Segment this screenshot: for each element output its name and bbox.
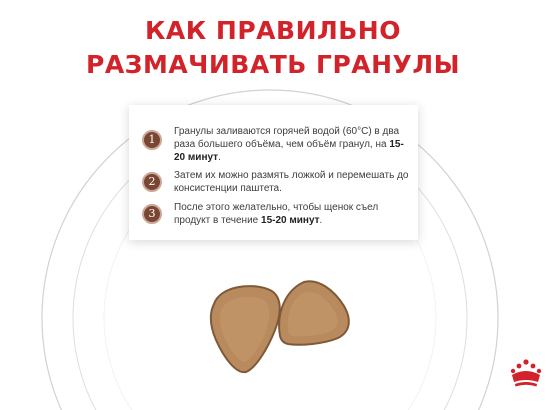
kibble-left [211,286,280,372]
step-number-badge: 3 [142,204,162,224]
instructions-card [129,105,418,240]
step-text: После этого желательно, чтобы щенок съел продукт в течение 15-20 минут. [174,202,379,226]
step-number-badge: 2 [142,172,162,192]
crown-icon [508,358,544,388]
step-text: Затем их можно размять ложкой и перемешать до консистенции паштета. [174,170,409,194]
step-text: Гранулы заливаются горячей водой (60°С) в два раза большего объёма, чем объём гранул, на 15-20 минут. [174,126,404,163]
step-number-badge: 1 [142,130,162,150]
kibble-right [279,281,349,345]
title-line-2: РАЗМАЧИВАТЬ ГРАНУЛЫ [86,50,460,79]
page-title [0,14,546,82]
title-line-1: КАК ПРАВИЛЬНО [145,16,401,45]
